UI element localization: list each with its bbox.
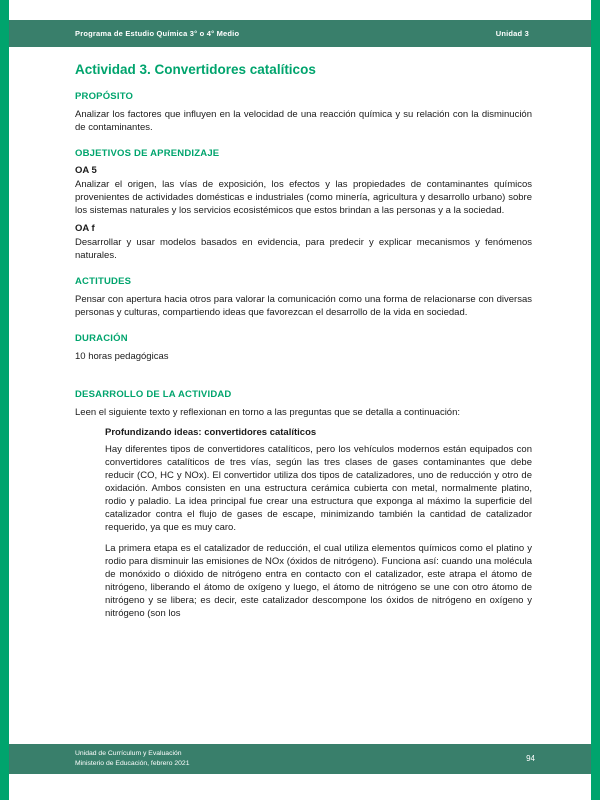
page-footer-bar bbox=[9, 744, 591, 774]
oaf-text: Desarrollar y usar modelos basados en evidencia, para predecir y explicar mecanismos y fenómenos naturales. bbox=[75, 237, 532, 261]
left-border-strip bbox=[0, 0, 9, 800]
actitudes-text: Pensar con apertura hacia otros para valorar la comunicación como una forma de relacionarse con diversas personas y culturas, compartiendo ideas que favorezcan el desarrollo de la vida en sociedad. bbox=[75, 294, 532, 318]
footer-line-2: Ministerio de Educación, febrero 2021 bbox=[75, 760, 190, 767]
footer-page-number: 94 bbox=[526, 754, 535, 764]
oa5-text: Analizar el origen, las vías de exposición, los efectos y las propiedades de contaminantes químicos provenientes de actividades domésticas e industriales (como minería, agricultura y desarrollo urbano) sobre los sistemas naturales y los servicios ecosistémicos que estos brindan a las personas y a la sociedad. bbox=[75, 179, 532, 216]
actitudes-heading: ACTITUDES bbox=[75, 276, 132, 287]
right-border-strip bbox=[591, 0, 600, 800]
header-unit-label: Unidad 3 bbox=[495, 29, 529, 38]
proposito-text: Analizar los factores que influyen en la velocidad de una reacción química y su relación con la disminución de contaminantes. bbox=[75, 109, 532, 133]
desarrollo-heading: DESARROLLO DE LA ACTIVIDAD bbox=[75, 389, 232, 400]
header-program-title: Programa de Estudio Química 3° o 4° Medio bbox=[75, 29, 240, 38]
duracion-heading: DURACIÓN bbox=[75, 333, 128, 344]
page-content bbox=[75, 62, 532, 628]
desarrollo-intro: Leen el siguiente texto y reflexionan en torno a las preguntas que se detalla a continuación: bbox=[75, 407, 461, 418]
footer-credits bbox=[75, 749, 189, 769]
reading-paragraph-1: Hay diferentes tipos de convertidores catalíticos, pero los vehículos modernos están equipados con convertidores catalíticos de tres vías, según las tres clases de gases contaminantes que debe reducir (CO, HC y NOx). El convertidor utiliza dos tipos de catalizadores, uno de reducción y otro de oxidación. Ambos consisten en una estructura cerámica cubierta con metal, normalmente platino, rodio y paladio. La idea principal fue crear una estructura que exponga al máximo la superficie del catalizador contra el flujo de gases de escape, minimizando también la cantidad de catalizador requerido, ya que es muy caro. bbox=[105, 444, 532, 533]
reading-block bbox=[105, 427, 532, 620]
oa5-label: OA 5 bbox=[75, 165, 97, 176]
oaf-label: OA f bbox=[75, 223, 95, 234]
duracion-text: 10 horas pedagógicas bbox=[75, 351, 169, 362]
page-header-bar bbox=[9, 20, 591, 47]
objetivos-heading: OBJETIVOS DE APRENDIZAJE bbox=[75, 148, 220, 159]
proposito-heading: PROPÓSITO bbox=[75, 91, 134, 102]
reading-paragraph-2: La primera etapa es el catalizador de reducción, el cual utiliza elementos químicos como el platino y rodio para disminuir las emisiones de NOx (óxidos de nitrógeno). Funciona así: cuando una molécula de monóxido o dióxido de nitrógeno entra en contacto con el catalizador, este atrapa el átomo de nitrógeno, liberando el átomo de oxígeno y luego, el átomo de nitrógeno se une con otro átomo de nitrógeno y se libera; es decir, este catalizador descompone los óxidos de nitrógeno en oxígeno y nitrógeno (son los bbox=[105, 543, 532, 619]
footer-line-1: Unidad de Currículum y Evaluación bbox=[75, 750, 182, 758]
activity-title: Actividad 3. Convertidores catalíticos bbox=[75, 62, 316, 77]
reading-title: Profundizando ideas: convertidores catalíticos bbox=[105, 427, 317, 438]
